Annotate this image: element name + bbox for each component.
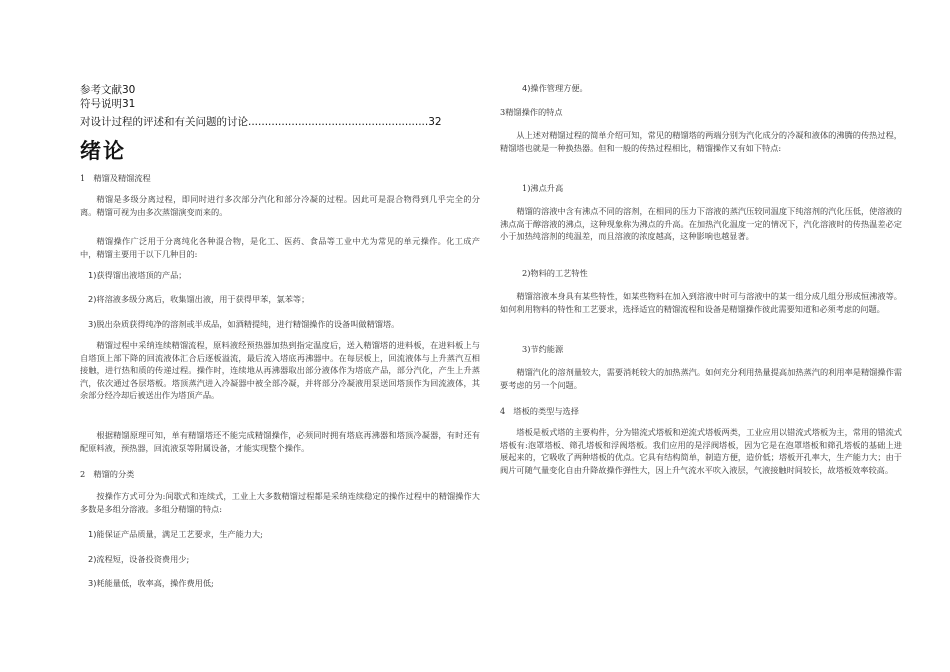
section-4-paragraph-1: 塔板是板式塔的主要构件，分为错流式塔板和逆流式塔板两类，工业应用以错流式塔板为主，常用的错流式塔板有:泡罩塔板、筛孔塔板和浮阀塔板。我们应用的是浮阀塔板，因为它是在泡罩塔板和筛孔塔板的基础上进展起来的，它吸收了两种塔板的优点。它具有结构简单，制造方便，造价低；塔板开孔率大，生产能力大；由于阀片可随气量变化自由升降故操作弹性大，因上升气流水平吹入液层，气液接触时间较长，故塔板效率较高。 [500,427,902,475]
section-1-paragraph-1: 精馏是多级分离过程，即同时进行多次部分汽化和部分冷凝的过程。因此可是混合物得到几乎完全的分离。精馏可视为由多次蒸馏演变而来的。 [80,194,480,217]
subheading-material-properties: 2)物料的工艺特性 [522,268,588,278]
toc-discussion: 对设计过程的评述和有关问题的讨论......................................................32 [80,116,442,128]
subheading-energy-saving: 3)节约能源 [522,344,564,354]
section-4-heading: 4 塔板的类型与选择 [500,406,579,416]
section-3-paragraph-1: 从上述对精馏过程的简单介绍可知，常见的精馏塔的两端分别为汽化成分的冷凝和液体的沸腾的传热过程，精馏塔也就是一种换热器。但和一般的传热过程相比，精馏操作又有如下特点: [500,130,902,153]
list-item: 3)脱出杂质获得纯净的溶剂或半成品，如酒精提纯，进行精馏操作的设备叫做精馏塔。 [88,319,400,329]
toc-references: 参考文献30 [80,84,136,96]
section-2-paragraph-1: 按操作方式可分为:间歇式和连续式，工业上大多数精馏过程都是采纳连续稳定的操作过程中的精馏操作大多数是多组分溶液。多组分精馏的特点: [80,491,480,514]
list-item: 2)流程短，设备投资费用少; [88,554,190,564]
section-2-heading: 2 精馏的分类 [80,469,135,479]
list-item: 3)耗能量低，收率高，操作费用低; [88,578,214,588]
section-3-heading: 3精馏操作的特点 [500,107,563,117]
list-item: 1)能保证产品质量，满足工艺要求，生产能力大; [88,529,263,539]
section-1-heading: 1 精馏及精馏流程 [80,173,151,183]
list-item: 1)获得馏出液塔顶的产品； [88,270,187,280]
list-item: 4)操作管理方便。 [522,83,588,93]
section-1-paragraph-2: 精馏操作广泛用于分离纯化各种混合物，是化工、医药、食品等工业中尤为常见的单元操作。化工成产中，精馏主要用于以下几种目的: [80,236,480,259]
toc-symbols: 符号说明31 [80,98,136,110]
list-item: 2)将溶液多级分离后，收集馏出液，用于获得甲苯，氯苯等； [88,294,310,304]
section-3-paragraph-2: 精馏的溶液中含有沸点不同的溶剂，在相同的压力下溶液的蒸汽压较同温度下纯溶剂的汽化压低，使溶液的沸点高于醇溶液的沸点，这种现象称为沸点的升高。在加热汽化温度一定的情况下，汽化溶液时的传热温差必定小于加热纯溶剂的纯温差，而且溶液的浓度越高，这种影响也越显著。 [500,206,902,242]
section-1-paragraph-3: 精馏过程中采纳连续精馏流程，原料液经预热器加热到指定温度后，送入精馏塔的进料板，在进料板上与自塔顶上部下降的回流液体汇合后逐板溢流，最后流入塔底再沸器中。在每层板上，回流液体与上升蒸汽互相接触，进行热和质的传递过程。操作时，连续地从再沸器取出部分液体作为塔底产品，部分汽化，产生上升蒸汽，依次通过各层塔板。塔顶蒸汽进入冷凝器中被全部冷凝，并将部分冷凝液用泵送回塔顶作为回流液体，其余部分经冷却后被送出作为塔顶产品。 [80,340,480,401]
section-1-paragraph-4: 根据精馏原理可知，单有精馏塔还不能完成精馏操作，必须同时拥有塔底再沸器和塔顶冷凝器，有时还有配原料液，预热器，回流液泵等附属设备，才能实现整个操作。 [80,430,480,453]
section-3-paragraph-3: 精馏溶液本身具有某些特性，如某些物料在加入到溶液中时可与溶液中的某一组分成几组分形成恒沸液等。如何利用物料的特性和工艺要求，选择适宜的精馏流程和设备是精馏操作彼此需要知道和必须考虑的问题。 [500,291,902,314]
page-title: 绪论 [80,138,126,163]
subheading-boiling-point: 1)沸点升高 [522,183,564,193]
section-3-paragraph-4: 精馏汽化的溶剂量较大，需要消耗较大的加热蒸汽。如何充分利用热量提高加热蒸汽的利用率是精馏操作需要考虑的另一个问题。 [500,367,902,390]
